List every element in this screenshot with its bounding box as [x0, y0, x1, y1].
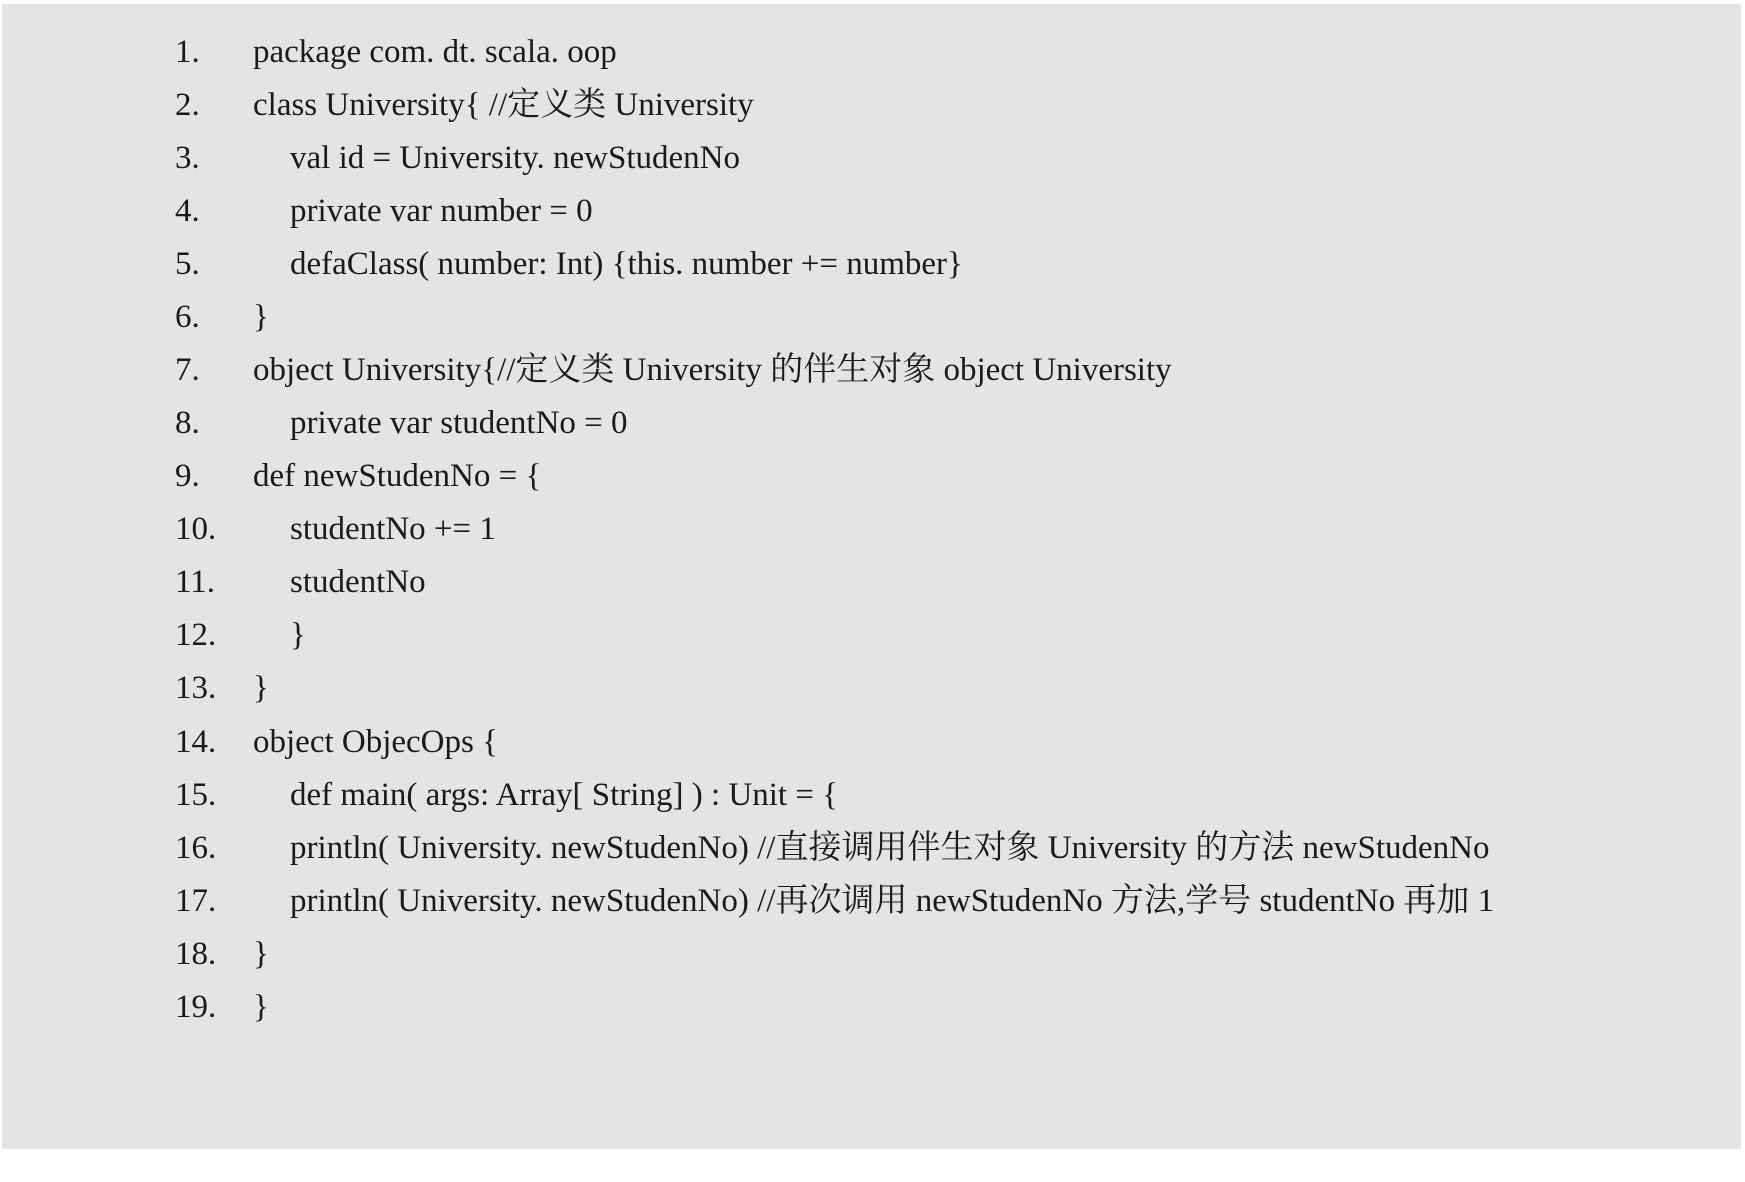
line-number: 12.	[175, 617, 217, 653]
line-text: studentNo	[290, 564, 426, 600]
line-text: studentNo += 1	[290, 511, 496, 547]
code-line	[2, 717, 498, 767]
code-line	[2, 663, 269, 713]
code-listing	[2, 4, 1741, 1149]
line-number: 1.	[175, 34, 200, 70]
line-number: 6.	[175, 299, 200, 335]
line-number: 11.	[175, 564, 216, 600]
line-number: 13.	[175, 670, 217, 706]
code-line	[2, 80, 754, 130]
line-text: package com. dt. scala. oop	[253, 34, 617, 70]
line-number: 3.	[175, 140, 200, 176]
code-line	[2, 504, 496, 554]
line-text: }	[253, 936, 269, 972]
code-line	[2, 239, 963, 289]
line-number: 18.	[175, 936, 217, 972]
line-text: def main( args: Array[ String] ) : Unit = {	[290, 777, 838, 813]
line-number: 10.	[175, 511, 217, 547]
code-line	[2, 823, 1490, 873]
code-line	[2, 451, 542, 501]
code-line	[2, 929, 269, 979]
line-number: 2.	[175, 87, 200, 123]
line-number: 15.	[175, 777, 217, 813]
code-line	[2, 27, 617, 77]
code-line	[2, 133, 740, 183]
line-text: class University{ //定义类 University	[253, 87, 754, 123]
line-number: 14.	[175, 724, 217, 760]
line-text: object ObjecOps {	[253, 724, 498, 760]
line-number: 16.	[175, 830, 217, 866]
code-line	[2, 557, 426, 607]
line-text: }	[253, 670, 269, 706]
code-line	[2, 398, 628, 448]
line-number: 9.	[175, 458, 200, 494]
code-line	[2, 876, 1495, 926]
line-text: println( University. newStudenNo) //直接调用伴生对象 University 的方法 newStudenNo	[290, 830, 1490, 866]
line-text: }	[253, 299, 269, 335]
line-number: 5.	[175, 246, 200, 282]
line-text: object University{//定义类 University 的伴生对象 object University	[253, 352, 1172, 388]
code-line	[2, 610, 306, 660]
line-text: def newStudenNo = {	[253, 458, 542, 494]
code-line	[2, 982, 269, 1032]
line-text: }	[290, 617, 306, 653]
line-number: 17.	[175, 883, 217, 919]
line-text: }	[253, 989, 269, 1025]
line-number: 8.	[175, 405, 200, 441]
line-number: 4.	[175, 193, 200, 229]
line-text: val id = University. newStudenNo	[290, 140, 740, 176]
code-line	[2, 770, 838, 820]
line-number: 19.	[175, 989, 217, 1025]
line-text: private var number = 0	[290, 193, 593, 229]
code-line	[2, 345, 1172, 395]
line-text: private var studentNo = 0	[290, 405, 628, 441]
line-number: 7.	[175, 352, 200, 388]
line-text: defaClass( number: Int) {this. number += number}	[290, 246, 963, 282]
code-line	[2, 186, 593, 236]
code-line	[2, 292, 269, 342]
line-text: println( University. newStudenNo) //再次调用 newStudenNo 方法,学号 studentNo 再加 1	[290, 883, 1495, 919]
